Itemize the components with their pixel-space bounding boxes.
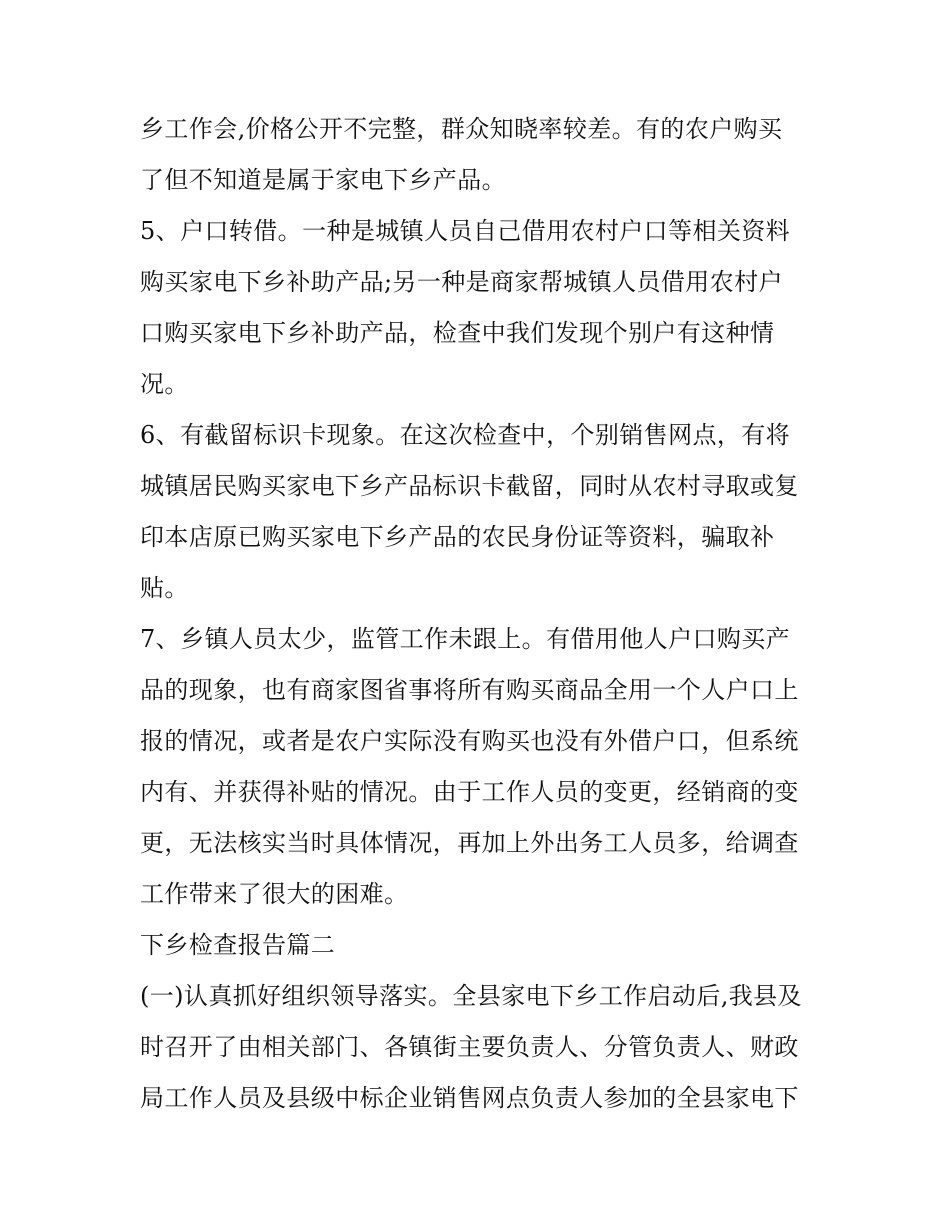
text-line: 更，无法核实当时具体情况，再加上外出务工人员多，给调查: [140, 829, 799, 857]
text-line: 工作带来了很大的困难。: [140, 880, 409, 908]
text-line: 5、户口转借。一种是城镇人员自己借用农村户口等相关资料: [140, 217, 791, 245]
text-line: 6、有截留标识卡现象。在这次检查中，个别销售网点，有将: [140, 421, 791, 449]
text-line: 7、乡镇人员太少，监管工作未跟上。有借用他人户口购买产: [140, 625, 791, 653]
text-line: 了但不知道是属于家电下乡产品。: [140, 166, 506, 194]
text-line: 贴。: [140, 574, 189, 602]
text-line: 报的情况，或者是农户实际没有购买也没有外借户口，但系统: [140, 727, 799, 755]
text-line: 印本店原已购买家电下乡产品的农民身份证等资料，骗取补: [140, 523, 775, 551]
text-line: 时召开了由相关部门、各镇街主要负责人、分管负责人、财政: [140, 1033, 799, 1061]
text-line: 局工作人员及县级中标企业销售网点负责人参加的全县家电下: [140, 1084, 799, 1112]
text-line: 购买家电下乡补助产品;另一种是商家帮城镇人员借用农村户: [140, 268, 783, 296]
text-line: 内有、并获得补贴的情况。由于工作人员的变更，经销商的变: [140, 778, 799, 806]
text-line: (一)认真抓好组织领导落实。全县家电下乡工作启动后,我县及: [140, 982, 802, 1010]
text-line: 口购买家电下乡补助产品，检查中我们发现个别户有这种情: [140, 319, 775, 347]
section-heading: 下乡检查报告篇二: [140, 931, 336, 959]
text-line: 况。: [140, 370, 189, 398]
text-line: 品的现象，也有商家图省事将所有购买商品全用一个人户口上: [140, 676, 799, 704]
text-line: 城镇居民购买家电下乡产品标识卡截留，同时从农村寻取或复: [140, 472, 799, 500]
text-line: 乡工作会,价格公开不完整，群众知晓率较差。有的农户购买: [140, 115, 783, 143]
